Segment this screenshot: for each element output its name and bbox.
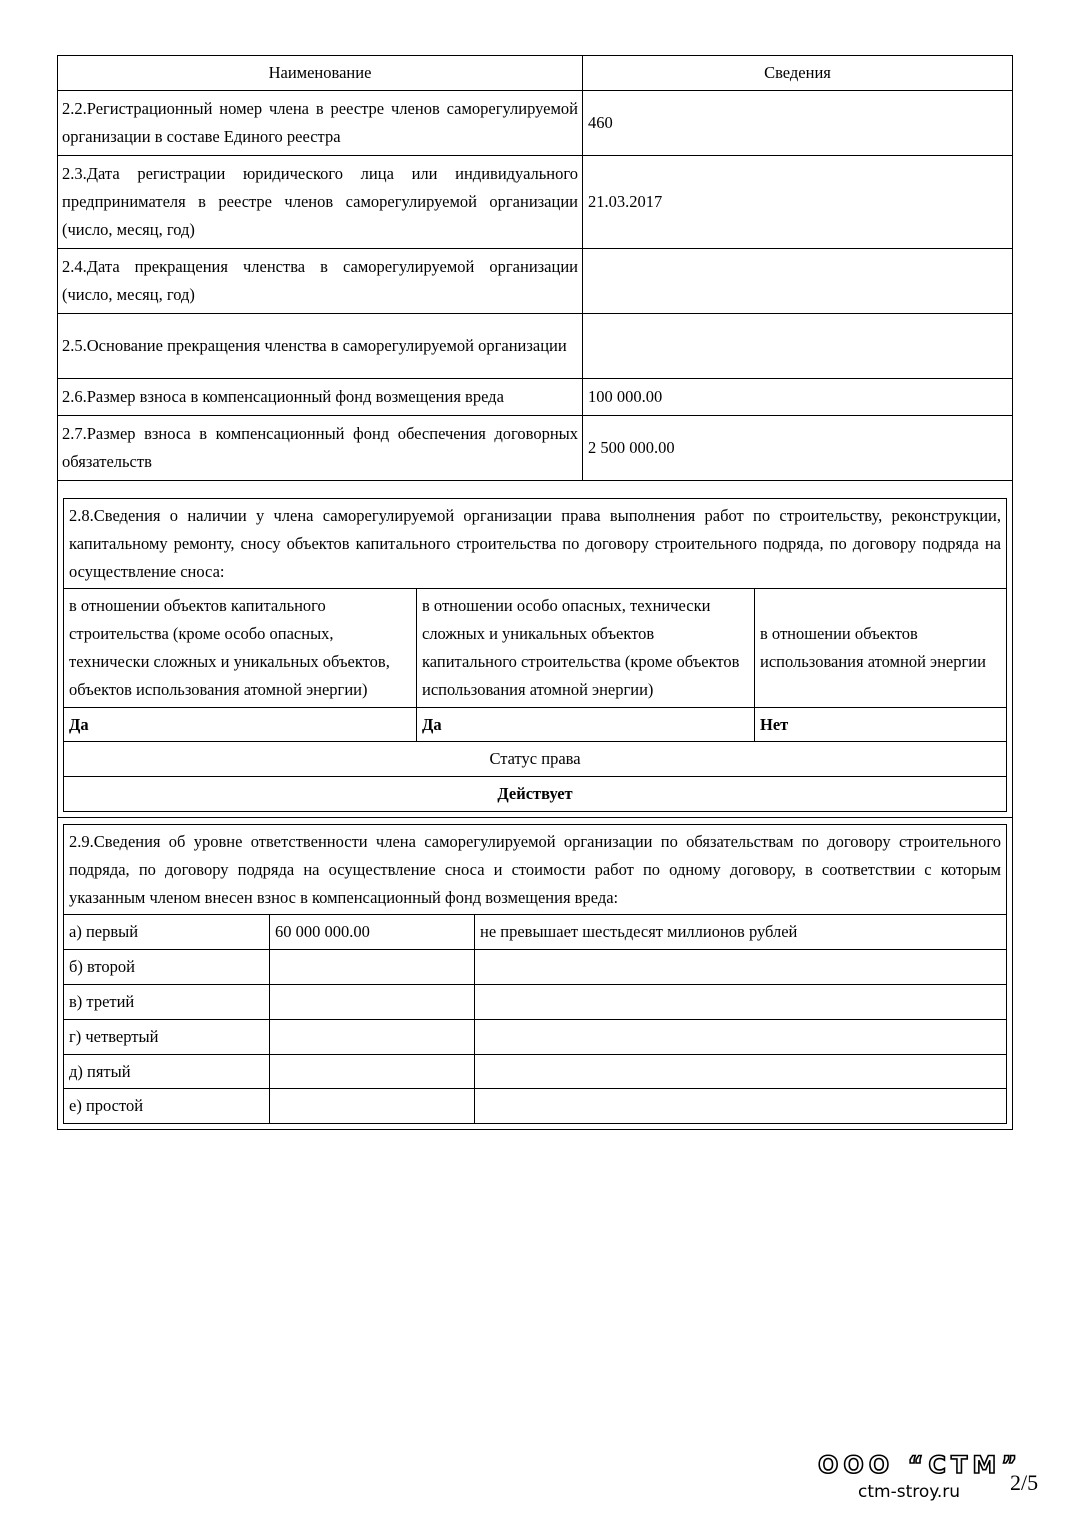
level-name: д) пятый bbox=[64, 1054, 270, 1089]
section-title-row bbox=[64, 499, 1007, 589]
header-name: Наименование bbox=[58, 56, 583, 91]
table-row bbox=[64, 950, 1007, 985]
level-description bbox=[475, 984, 1007, 1019]
status-value-row bbox=[64, 777, 1007, 812]
level-amount bbox=[270, 1089, 475, 1124]
answers-row bbox=[64, 707, 1007, 742]
rights-table bbox=[63, 498, 1007, 812]
level-name: в) третий bbox=[64, 984, 270, 1019]
answer-value: Да bbox=[64, 707, 417, 742]
liability-table bbox=[63, 824, 1007, 1124]
row-value: 21.03.2017 bbox=[583, 156, 1013, 249]
level-description: не превышает шестьдесят миллионов рублей bbox=[475, 915, 1007, 950]
level-amount bbox=[270, 1019, 475, 1054]
row-name: 2.7.Размер взноса в компенсационный фонд обеспечения договорных обязательств bbox=[58, 416, 583, 481]
status-value: Действует bbox=[64, 777, 1007, 812]
column-header: в отношении особо опасных, технически сложных и уникальных объектов капитального строительства (кроме объектов использования атомной энергии) bbox=[417, 589, 755, 707]
section-2-9-title: 2.9.Сведения об уровне ответственности члена саморегулируемой организации по обязательствам по договору строительного подряда, по договору подряда на осуществление сноса и стоимости работ по одному договору, в соответствии с которым указанным членом внесен взнос в компенсационный фонд возмещения вреда: bbox=[64, 824, 1007, 914]
row-name: 2.3.Дата регистрации юридического лица или индивидуального предпринимателя в реестре членов саморегулируемой организации (число, месяц, год) bbox=[58, 156, 583, 249]
row-value: 100 000.00 bbox=[583, 379, 1013, 416]
membership-table bbox=[57, 55, 1013, 481]
table-row bbox=[64, 1089, 1007, 1124]
row-name: 2.5.Основание прекращения членства в саморегулируемой организации bbox=[58, 314, 583, 379]
row-value bbox=[583, 314, 1013, 379]
column-header: в отношении объектов капитального строительства (кроме особо опасных, технически сложных и уникальных объектов, объектов использования атомной энергии) bbox=[64, 589, 417, 707]
row-name: 2.2.Регистрационный номер члена в реестре членов саморегулируемой организации в составе Единого реестра bbox=[58, 91, 583, 156]
level-amount bbox=[270, 950, 475, 985]
table-header-row bbox=[58, 56, 1013, 91]
level-amount bbox=[270, 1054, 475, 1089]
row-value bbox=[583, 249, 1013, 314]
table-row bbox=[58, 91, 1013, 156]
column-header: в отношении объектов использования атомной энергии bbox=[755, 589, 1007, 707]
section-2-8-title: 2.8.Сведения о наличии у члена саморегулируемой организации права выполнения работ по строительству, реконструкции, капитальному ремонту, сносу объектов капитального строительства по договору строительного подряда, по договору подряда на осуществление сноса: bbox=[64, 499, 1007, 589]
section-2-8 bbox=[57, 481, 1013, 818]
header-value: Сведения bbox=[583, 56, 1013, 91]
table-row bbox=[58, 379, 1013, 416]
level-description bbox=[475, 950, 1007, 985]
table-row bbox=[64, 1054, 1007, 1089]
company-site: ctm-stroy.ru bbox=[858, 1482, 961, 1502]
answer-value: Нет bbox=[755, 707, 1007, 742]
document-page bbox=[57, 55, 1013, 1130]
level-amount bbox=[270, 984, 475, 1019]
row-name: 2.6.Размер взноса в компенсационный фонд возмещения вреда bbox=[58, 379, 583, 416]
level-name: е) простой bbox=[64, 1089, 270, 1124]
row-value: 2 500 000.00 bbox=[583, 416, 1013, 481]
table-row bbox=[58, 314, 1013, 379]
level-name: а) первый bbox=[64, 915, 270, 950]
table-row bbox=[64, 984, 1007, 1019]
level-name: г) четвертый bbox=[64, 1019, 270, 1054]
company-logo-text: ООО “СТМ” bbox=[818, 1452, 1022, 1478]
level-name: б) второй bbox=[64, 950, 270, 985]
row-value: 460 bbox=[583, 91, 1013, 156]
section-2-9 bbox=[57, 818, 1013, 1130]
table-row bbox=[58, 416, 1013, 481]
columns-row bbox=[64, 589, 1007, 707]
section-title-row bbox=[64, 824, 1007, 914]
table-row bbox=[58, 156, 1013, 249]
answer-value: Да bbox=[417, 707, 755, 742]
row-name: 2.4.Дата прекращения членства в саморегулируемой организации (число, месяц, год) bbox=[58, 249, 583, 314]
level-description bbox=[475, 1089, 1007, 1124]
status-label: Статус права bbox=[64, 742, 1007, 777]
company-logo bbox=[814, 1452, 1026, 1478]
level-description bbox=[475, 1054, 1007, 1089]
level-amount: 60 000 000.00 bbox=[270, 915, 475, 950]
page-number: 2/5 bbox=[1010, 1470, 1039, 1495]
table-row bbox=[64, 1019, 1007, 1054]
status-label-row bbox=[64, 742, 1007, 777]
table-row bbox=[58, 249, 1013, 314]
table-row bbox=[64, 915, 1007, 950]
level-description bbox=[475, 1019, 1007, 1054]
